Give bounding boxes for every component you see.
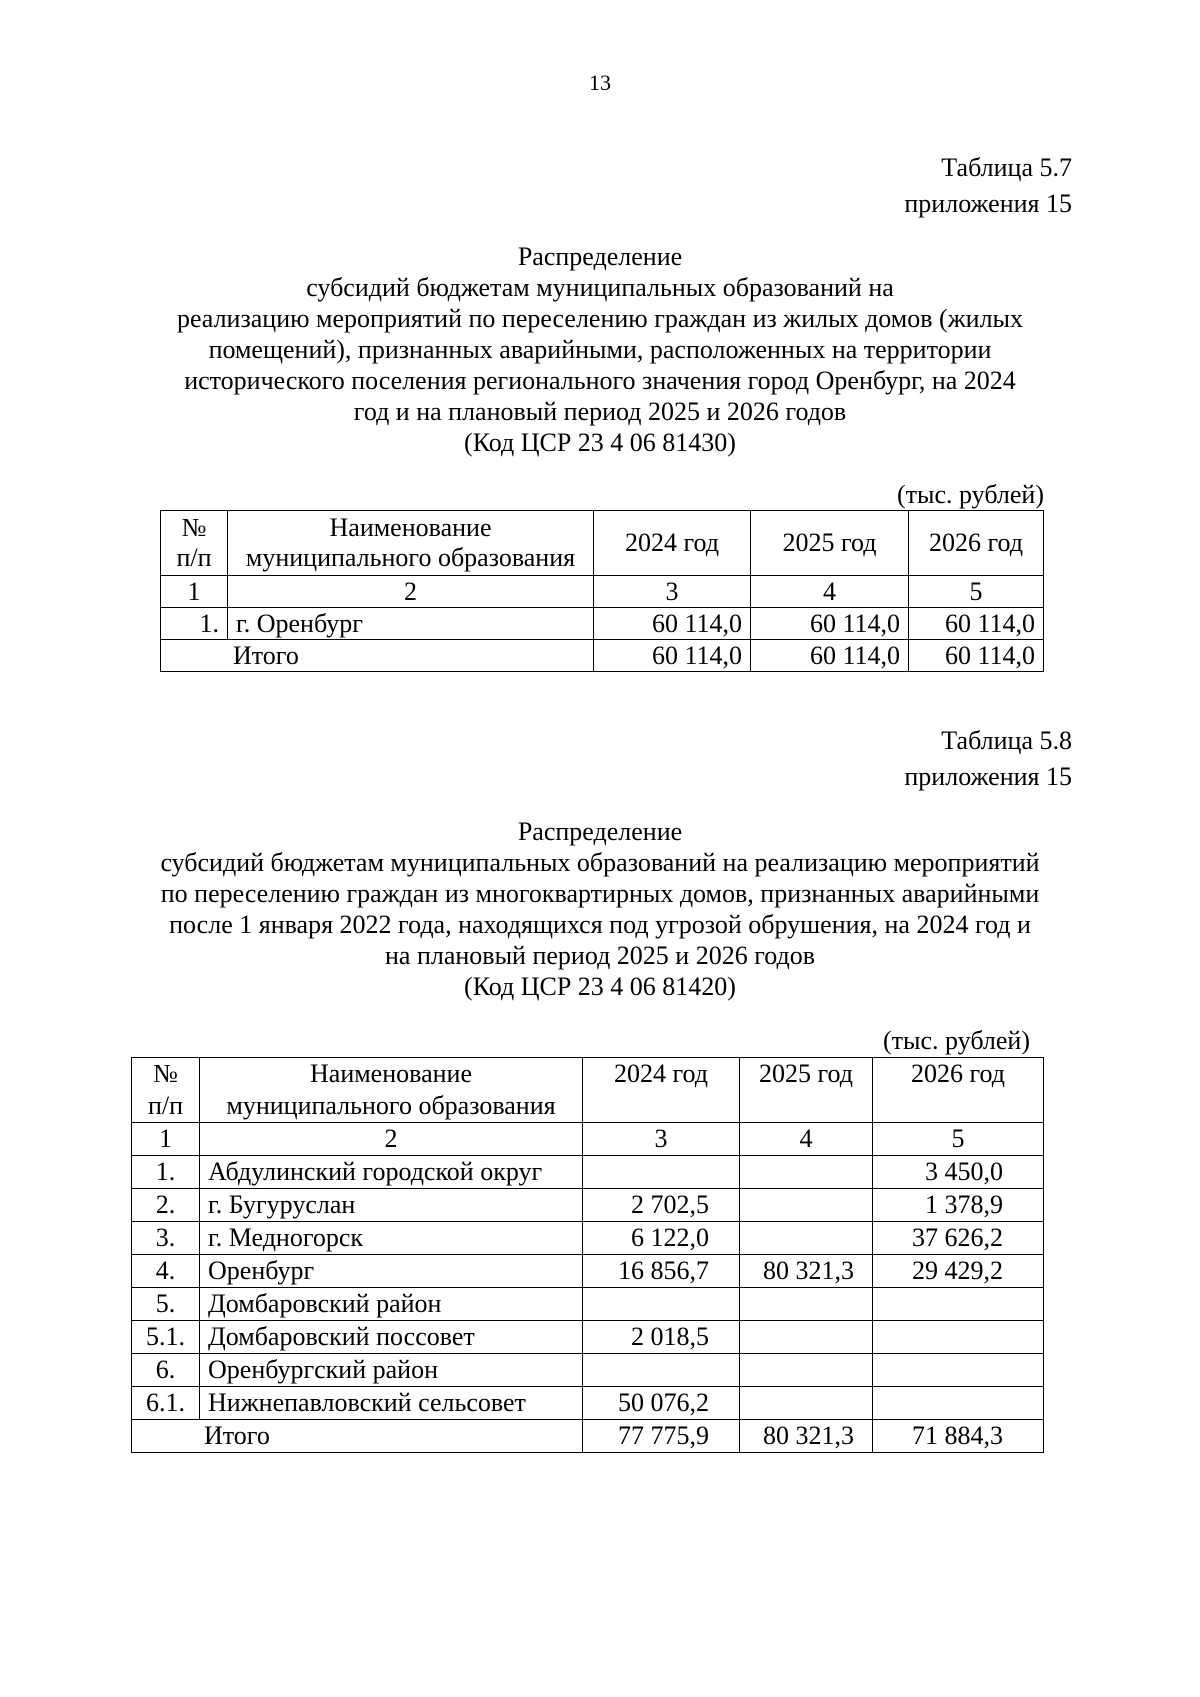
header-num-line: № [181,513,207,542]
row-name: г. Медногорск [200,1222,583,1255]
header-num-line: п/п [176,543,212,572]
header-num [132,1058,200,1123]
row-2026: 3 450,0 [873,1156,1044,1189]
column-number: 3 [594,576,751,608]
table-row [132,1288,1044,1321]
table-5-8 [131,1057,1044,1453]
total-label: Итого [161,640,594,672]
table-5-8-heading [150,816,1050,1002]
row-2024: 2 702,5 [583,1189,740,1222]
total-2024: 77 775,9 [583,1420,740,1453]
row-name: Домбаровский район [200,1288,583,1321]
table-header-row [161,511,1044,576]
header-name [200,1058,583,1123]
row-num: 6.1. [132,1387,200,1420]
row-num: 5. [132,1288,200,1321]
row-num: 5.1. [132,1321,200,1354]
total-row [132,1420,1044,1453]
row-2026: 29 429,2 [873,1255,1044,1288]
row-2024 [583,1354,740,1387]
row-2025 [740,1288,873,1321]
table-row [132,1321,1044,1354]
table-row [132,1156,1044,1189]
heading-line: Распределение [517,242,683,271]
header-num-line: № [153,1059,178,1088]
header-2024: 2024 год [594,511,751,576]
table-5-7 [160,510,1044,672]
table-ref-title: Таблица 5.7 [941,153,1072,182]
total-2026: 60 114,0 [909,640,1044,672]
column-number: 1 [161,576,228,608]
header-2026: 2026 год [873,1058,1044,1123]
row-2024: 60 114,0 [594,608,751,640]
column-number-row [161,576,1044,608]
heading-line: помещений), признанных аварийными, расположенных на территории [208,335,992,364]
row-2024: 16 856,7 [583,1255,740,1288]
total-row [161,640,1044,672]
row-name: Оренбургский район [200,1354,583,1387]
table-5-7-heading [160,241,1040,458]
column-number: 4 [751,576,909,608]
total-2026: 71 884,3 [873,1420,1044,1453]
row-num: 4. [132,1255,200,1288]
row-name: Оренбург [200,1255,583,1288]
row-2025 [740,1156,873,1189]
page-number: 13 [589,70,611,95]
row-2025 [740,1321,873,1354]
row-2024 [583,1288,740,1321]
header-num-line: п/п [147,1091,184,1120]
heading-line: по переселению граждан из многоквартирных домов, признанных аварийными [160,879,1040,908]
total-2025: 60 114,0 [751,640,909,672]
row-2024: 6 122,0 [583,1222,740,1255]
header-name-line: Наименование [310,1059,472,1088]
row-name: Домбаровский поссовет [200,1321,583,1354]
row-2026 [873,1288,1044,1321]
row-2026 [873,1387,1044,1420]
table-5-7-reference [904,150,1072,222]
row-2026: 1 378,9 [873,1189,1044,1222]
row-2025 [740,1189,873,1222]
total-label: Итого [132,1420,583,1453]
header-name-line: муниципального образования [245,543,576,572]
header-num [161,511,228,576]
heading-line: субсидий бюджетам муниципальных образований на реализацию мероприятий [160,848,1040,877]
table-5-8-reference [904,723,1072,795]
table-5-7-unit: (тыс. рублей) [896,480,1044,509]
column-number: 1 [132,1123,200,1156]
table-ref-title: Таблица 5.8 [941,726,1072,755]
row-2026: 60 114,0 [909,608,1044,640]
row-num: 1. [132,1156,200,1189]
row-name: г. Бугуруслан [200,1189,583,1222]
table-row [161,608,1044,640]
header-2025: 2025 год [740,1058,873,1123]
heading-code: (Код ЦСР 23 4 06 81430) [464,428,736,457]
column-number-row [132,1123,1044,1156]
heading-line: год и на плановый период 2025 и 2026 годов [353,397,847,426]
heading-line: субсидий бюджетам муниципальных образований на [306,273,894,302]
row-2025 [740,1222,873,1255]
table-row [132,1354,1044,1387]
row-name: Абдулинский городской округ [200,1156,583,1189]
row-num: 6. [132,1354,200,1387]
column-number: 3 [583,1123,740,1156]
row-num: 3. [132,1222,200,1255]
row-2025: 80 321,3 [740,1255,873,1288]
heading-line: Распределение [517,817,683,846]
row-2026: 37 626,2 [873,1222,1044,1255]
table-row [132,1387,1044,1420]
row-2024 [583,1156,740,1189]
row-name: г. Оренбург [228,608,594,640]
row-2025 [740,1354,873,1387]
table-row [132,1255,1044,1288]
header-2025: 2025 год [751,511,909,576]
header-2024: 2024 год [583,1058,740,1123]
column-number: 2 [228,576,594,608]
row-2025: 60 114,0 [751,608,909,640]
table-row [132,1189,1044,1222]
header-name [228,511,594,576]
heading-line: реализацию мероприятий по переселению граждан из жилых домов (жилых [176,304,1024,333]
column-number: 4 [740,1123,873,1156]
header-name-line: муниципального образования [226,1091,556,1120]
row-name: Нижнепавловский сельсовет [200,1387,583,1420]
table-ref-appendix: приложения 15 [904,189,1072,218]
row-2025 [740,1387,873,1420]
column-number: 2 [200,1123,583,1156]
row-num: 1. [161,608,228,640]
table-row [132,1222,1044,1255]
header-2026: 2026 год [909,511,1044,576]
table-5-8-unit: (тыс. рублей) [882,1026,1030,1055]
header-name-line: Наименование [329,513,492,542]
heading-line: на плановый период 2025 и 2026 годов [385,941,815,970]
row-2026 [873,1354,1044,1387]
heading-line: после 1 января 2022 года, находящихся под угрозой обрушения, на 2024 год и [169,910,1031,939]
row-2024: 50 076,2 [583,1387,740,1420]
total-2024: 60 114,0 [594,640,751,672]
heading-line: исторического поселения регионального значения город Оренбург, на 2024 [184,366,1016,395]
column-number: 5 [909,576,1044,608]
column-number: 5 [873,1123,1044,1156]
row-2024: 2 018,5 [583,1321,740,1354]
table-header-row [132,1058,1044,1123]
table-ref-appendix: приложения 15 [904,762,1072,791]
heading-code: (Код ЦСР 23 4 06 81420) [464,972,736,1001]
row-2026 [873,1321,1044,1354]
total-2025: 80 321,3 [740,1420,873,1453]
row-num: 2. [132,1189,200,1222]
